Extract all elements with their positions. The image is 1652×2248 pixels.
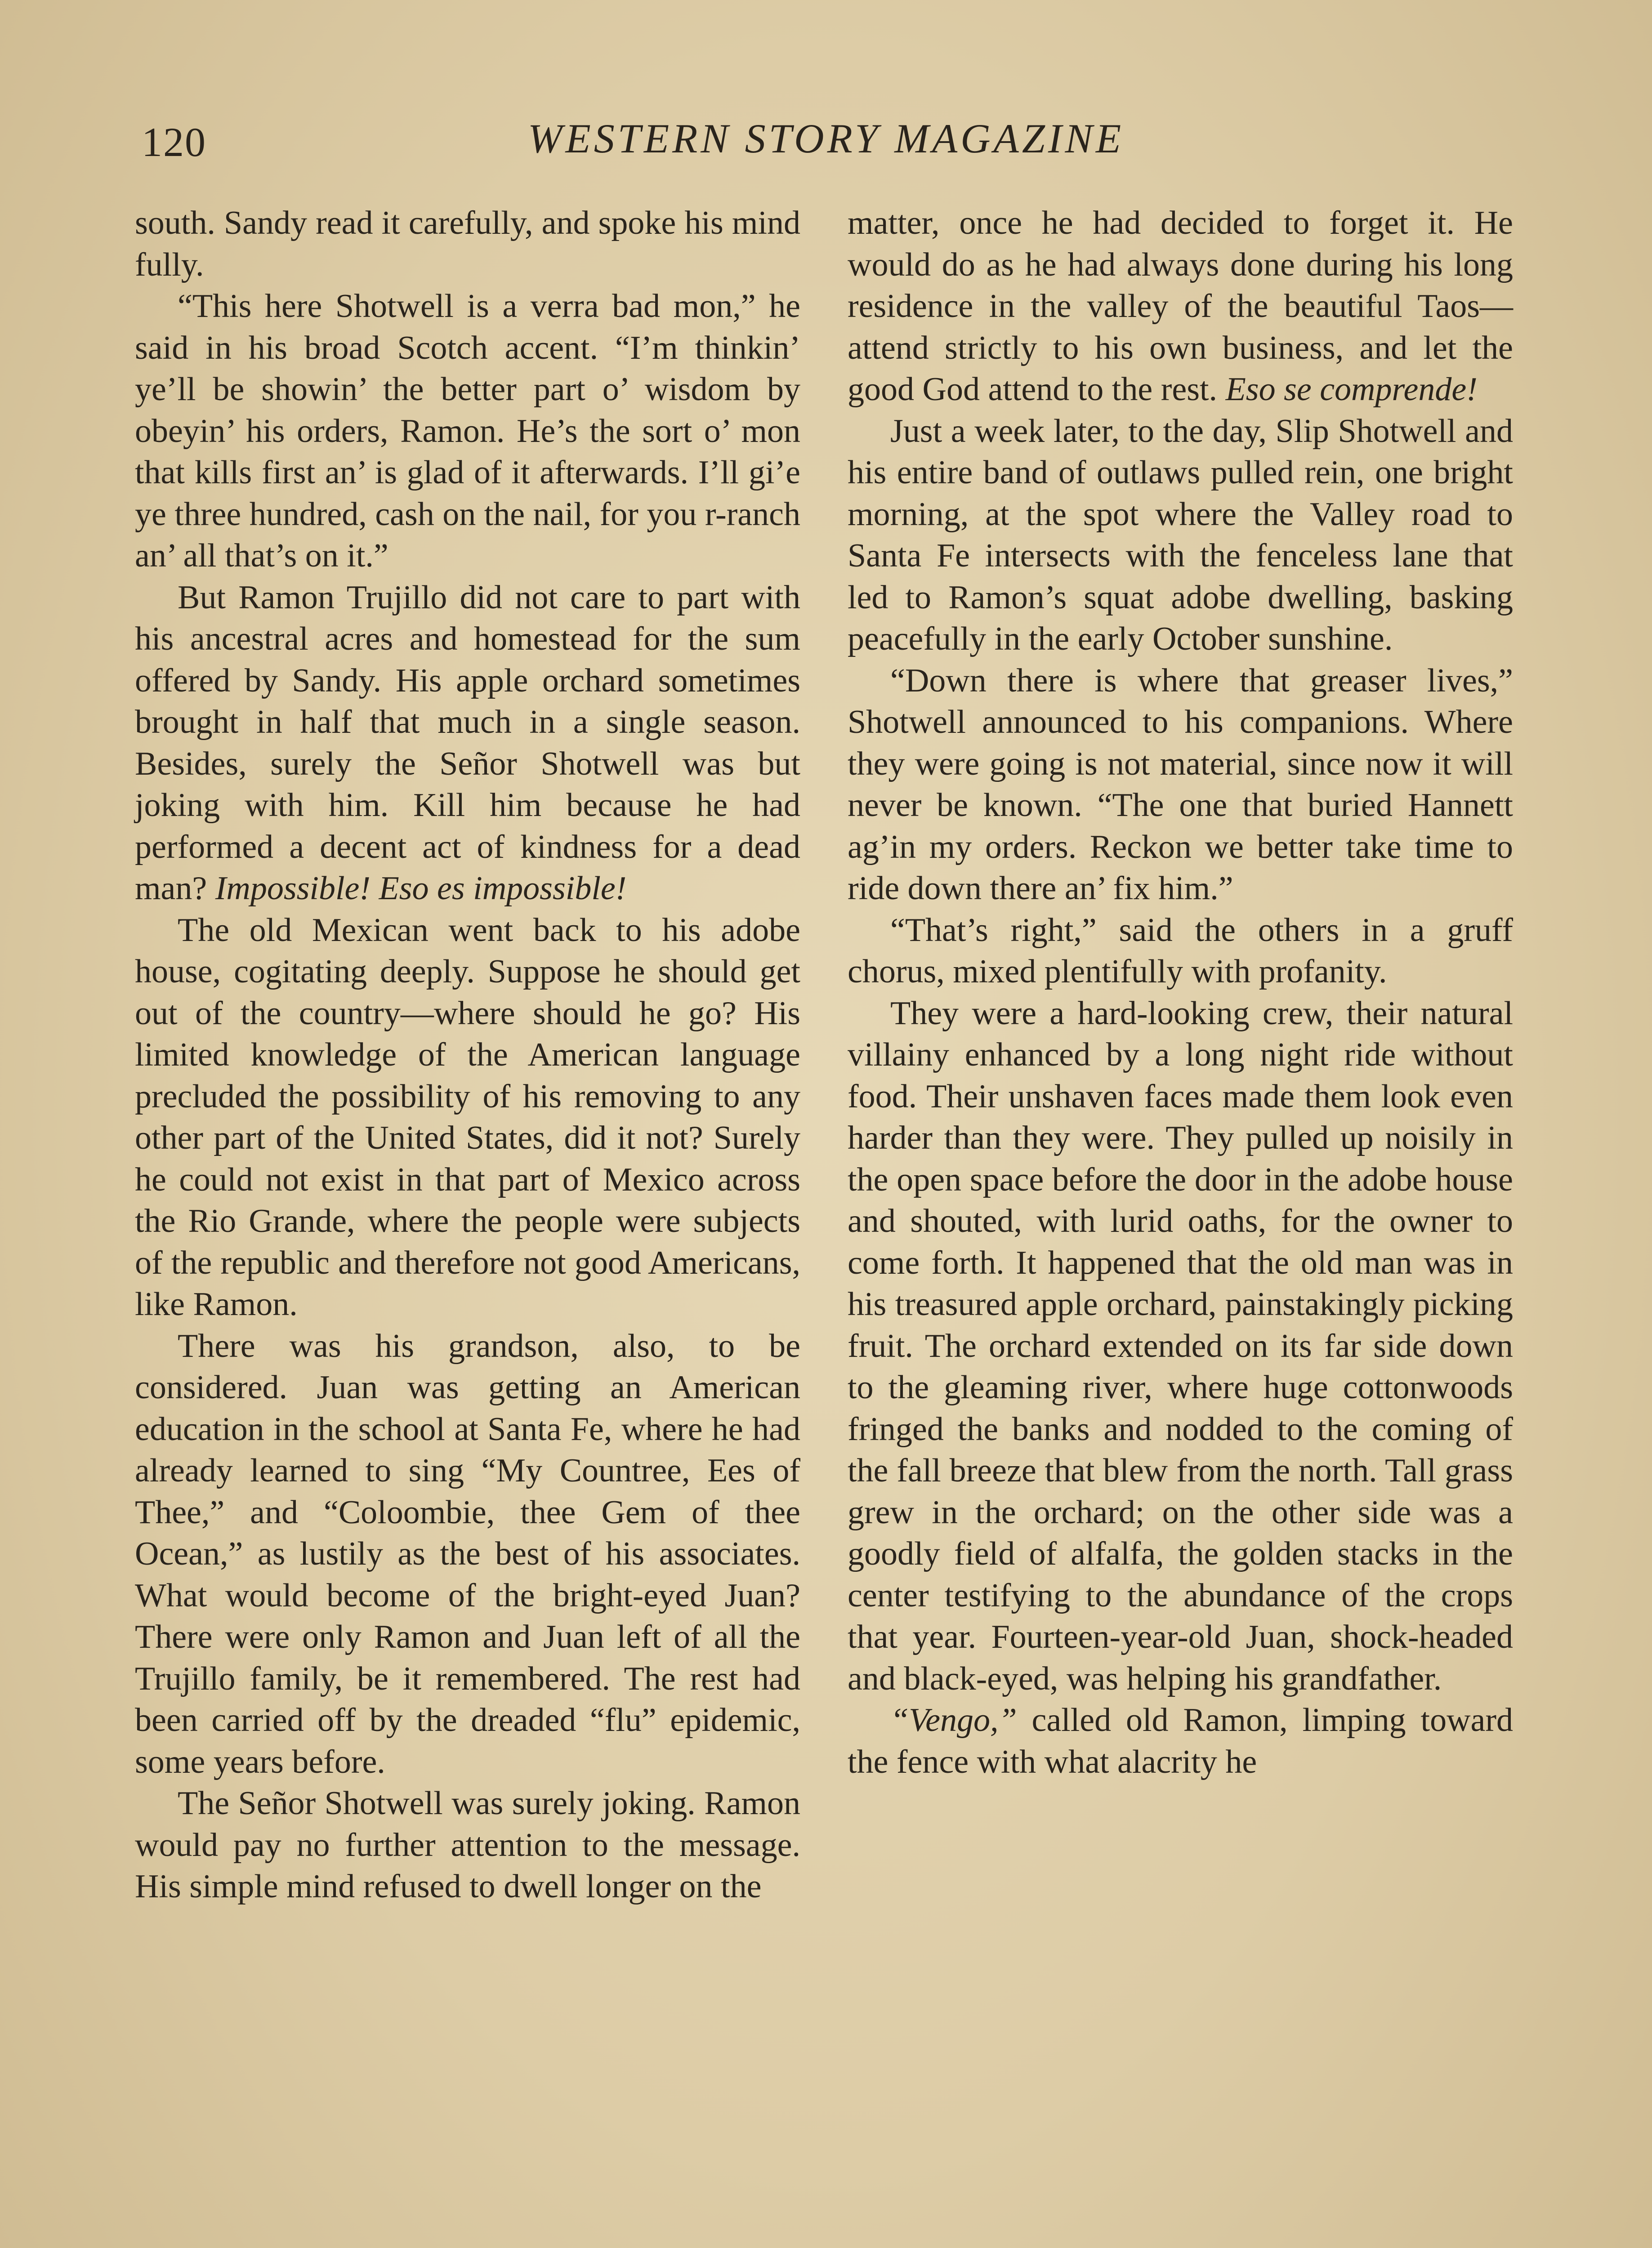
paragraph bbox=[135, 577, 800, 910]
paragraph: They were a hard-looking crew, their natural villainy enhanced by a long night ride without food. Their unshaven faces made them look even harder than they were. They pulled up noisily in the open space before the door in the adobe house and shouted, with lurid oaths, for the owner to come forth. It happened that the old man was in his treasured apple orchard, painstakingly picking fruit. The orchard extended on its far side down to the gleaming river, where huge cottonwoods fringed the banks and nodded to the coming of the fall breeze that blew from the north. Tall grass grew in the orchard; on the other side was a goodly field of alfalfa, the golden stacks in the center testifying to the abundance of the crops that year. Fourteen-year-old Juan, shock-headed and black-eyed, was helping his grandfather. bbox=[848, 995, 1513, 1697]
paragraph: “This here Shotwell is a verra bad mon,” he said in his broad Scotch accent. “I’m thinkin’ ye’ll be showin’ the better part o’ wisdom by obeyin’ his orders, Ramon. He’s the sort o’ mon that kills first an’ is glad of it afterwards. I’ll gi’e ye three hundred, cash on the nail, for you r-ranch an’ all that’s on it.” bbox=[135, 288, 800, 574]
page-number: 120 bbox=[142, 119, 206, 165]
paragraph-text: called old Ramon, limping toward the fence with what alacrity he bbox=[848, 1702, 1513, 1780]
paragraph: The old Mexican went back to his adobe house, cogitating deeply. Suppose he should get out of the country—where should he go? His limited knowledge of the American language precluded the possibility of his removing to any other part of the United States, did it not? Surely he could not exist in that part of Mexico across the Rio Grande, where the people were subjects of the republic and therefore not good Americans, like Ramon. bbox=[135, 911, 800, 1323]
paragraph-text: matter, once he had decided to forget it. He would do as he had always done during his long residence in the valley of the beautiful Taos—attend strictly to his own business, and let the good God attend to the rest. bbox=[848, 205, 1513, 408]
paragraph: There was his grandson, also, to be considered. Juan was getting an American education in the school at Santa Fe, where he had already learned to sing “My Countree, Ees of Thee,” and “Coloombie, thee Gem of thee Ocean,” as lustily as the best of his associates. What would become of the bright-eyed Juan? There were only Ramon and Juan left of all the Trujillo family, be it remembered. The rest had been carried off by the dreaded “flu” epidemic, some years before. bbox=[135, 1327, 800, 1780]
paragraph: Just a week later, to the day, Slip Shotwell and his entire band of outlaws pulled rein, one bright morning, at the spot where the Valley road to Santa Fe intersects with the fenceless lane that led to Ramon’s squat adobe dwelling, basking peacefully in the early October sunshine. bbox=[848, 412, 1513, 657]
right-column bbox=[848, 202, 1513, 2248]
paragraph bbox=[848, 1699, 1513, 1783]
paragraph: “That’s right,” said the others in a gruff chorus, mixed plentifully with profanity. bbox=[848, 911, 1513, 990]
paragraph: “Down there is where that greaser lives,” Shotwell announced to his companions. Where they were going is not material, since now it will never be known. “The one that buried Hannett ag’in my orders. Reckon we better take time to ride down there an’ fix him.” bbox=[848, 662, 1513, 907]
italic-text: Eso se comprende! bbox=[1225, 371, 1478, 408]
paragraph bbox=[848, 202, 1513, 410]
left-column bbox=[135, 202, 800, 2248]
page-header bbox=[142, 115, 1510, 173]
italic-text: “Vengo,” bbox=[890, 1702, 1017, 1739]
magazine-title: WESTERN STORY MAGAZINE bbox=[527, 116, 1125, 161]
paragraph: The Señor Shotwell was surely joking. Ramon would pay no further attention to the message. His simple mind refused to dwell longer on the bbox=[135, 1785, 800, 1905]
paragraph-text: But Ramon Trujillo did not care to part with his ancestral acres and homestead for the sum offered by Sandy. His apple orchard sometimes brought in half that much in a single season. Besides, surely the Señor Shotwell was but joking with him. Kill him because he had performed a decent act of kindness for a dead man? bbox=[135, 579, 800, 907]
paragraph: south. Sandy read it carefully, and spoke his mind fully. bbox=[135, 205, 800, 283]
italic-text: Impossible! Eso es impossible! bbox=[215, 870, 627, 907]
